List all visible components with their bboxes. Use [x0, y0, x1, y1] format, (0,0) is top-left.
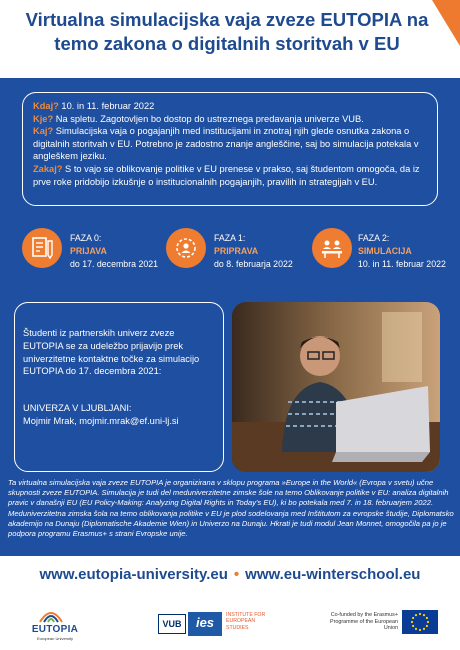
info-when — [33, 100, 427, 113]
why-text: S to vajo se oblikovanje politike v EU prenese v prakso, saj študentom omogoča, da iz prve roke pridobijo izkušnje o institucionalnih pogajanjih, pravilih in strategijah v EU. — [33, 163, 420, 187]
url-separator: • — [233, 566, 240, 583]
header — [0, 0, 460, 78]
page-title: Virtualna simulacijska vaja zveze EUTOPIA na temo zakona o digitalnih storitvah v EU — [25, 9, 429, 54]
ies-logo-text: INSTITUTE FOR EUROPEAN STUDIES — [226, 612, 266, 631]
erasmus-text: Co-funded by the Erasmus+ Programme of the European Union — [329, 612, 398, 632]
orange-corner-decoration — [432, 0, 460, 46]
student-laptop-photo — [232, 302, 440, 472]
phase-0-text — [70, 232, 158, 271]
phase-2-text — [358, 232, 446, 271]
when-text: 10. in 11. februar 2022 — [61, 101, 155, 111]
form-pencil-icon — [22, 228, 62, 268]
phase-2-date: 10. in 11. februar 2022 — [358, 259, 446, 269]
phases — [22, 224, 446, 284]
phase-1 — [166, 224, 306, 284]
phase-0-date: do 17. decembra 2021 — [70, 259, 159, 269]
contact-box — [14, 302, 224, 472]
vub-logo: VUB — [158, 614, 186, 634]
phase-0 — [22, 224, 162, 284]
info-where — [33, 113, 427, 126]
phase-0-number: FAZA 0: — [70, 233, 102, 243]
phase-2 — [312, 224, 446, 284]
info-what — [33, 125, 427, 163]
contact-university: UNIVERZA V LJUBLJANI: — [23, 403, 132, 414]
footnote: Ta virtualna simulacijska vaja zveze EUTOPIA je organizirana v sklopu programa »Europe in the World« (Evropa v svetu) učne skupnosti zveze EUTOPIA. Simulacija je tudi del meduniverzitetne zimske šole na temo Oblikovanje politike v EU: analiza digitalnih pravic v današnji EU (EU Policy-Making: Analyzing Digital Rights in Today's EU), ki bo potekala med 7. in 18. februarjem 2022. Meduniverzitetna zimska šola na temo oblikovanja politike v EU je plod sodelovanja med Inštitutom za evropske študije, Diplomatsko akademijo na Dunaju (Diplomatische Akademie Wien) in Univerzo na Dunaju. Hkrati je tudi modul Jean Monnet, omogočila pa jo je podpora programu Erasmus+ s strani Evropske unije. — [8, 478, 454, 539]
main-panel — [0, 78, 460, 556]
phase-2-number: FAZA 2: — [358, 233, 390, 243]
phase-2-name: SIMULACIJA — [358, 246, 412, 256]
eutopia-logo-subtext: European University — [36, 636, 74, 641]
eutopia-mark-icon — [38, 608, 64, 624]
phase-0-name: PRIJAVA — [70, 246, 107, 256]
phase-1-number: FAZA 1: — [214, 233, 246, 243]
urls — [0, 566, 460, 583]
ies-logo: ies — [188, 612, 222, 636]
eutopia-logo — [20, 608, 90, 642]
eutopia-logo-text: EUTOPIA — [31, 624, 79, 635]
info-box — [22, 92, 438, 206]
logos-bar — [0, 596, 460, 650]
meeting-icon — [312, 228, 352, 268]
phase-1-text — [214, 232, 293, 271]
eutopia-url-link[interactable]: www.eutopia-university.eu — [39, 566, 228, 583]
info-why — [33, 163, 427, 188]
when-label: Kdaj? — [33, 101, 59, 111]
contact-person[interactable]: Mojmir Mrak, mojmir.mrak@ef.uni-lj.si — [23, 415, 179, 426]
what-label: Kaj? — [33, 126, 54, 137]
phase-1-name: PRIPRAVA — [214, 246, 259, 256]
contact-intro: Študenti iz partnerskih univerz zveze EUTOPIA se za udeležbo prijavijo prek univerzitetne kontaktne točke za simulacijo EUTOPIA do 17. decembra 2021: — [23, 328, 200, 377]
where-text: Na spletu. Zagotovljen bo dostop do ustreznega predavanja univerze VUB. — [55, 113, 364, 124]
winterschool-url-link[interactable]: www.eu-winterschool.eu — [245, 566, 421, 583]
what-text: Simulacijska vaja o pogajanjih med institucijami in znotraj njih glede osnutka zakona o digitalnih storitvah v EU. Potrebno je zadostno znanje angleščine, saj bo simulacija potekala v angleškem jeziku. — [33, 126, 419, 162]
eu-flag-icon — [402, 610, 438, 634]
gear-people-icon — [166, 228, 206, 268]
why-label: Zakaj? — [33, 163, 63, 174]
where-label: Kje? — [33, 113, 54, 124]
phase-1-date: do 8. februarja 2022 — [214, 259, 293, 269]
